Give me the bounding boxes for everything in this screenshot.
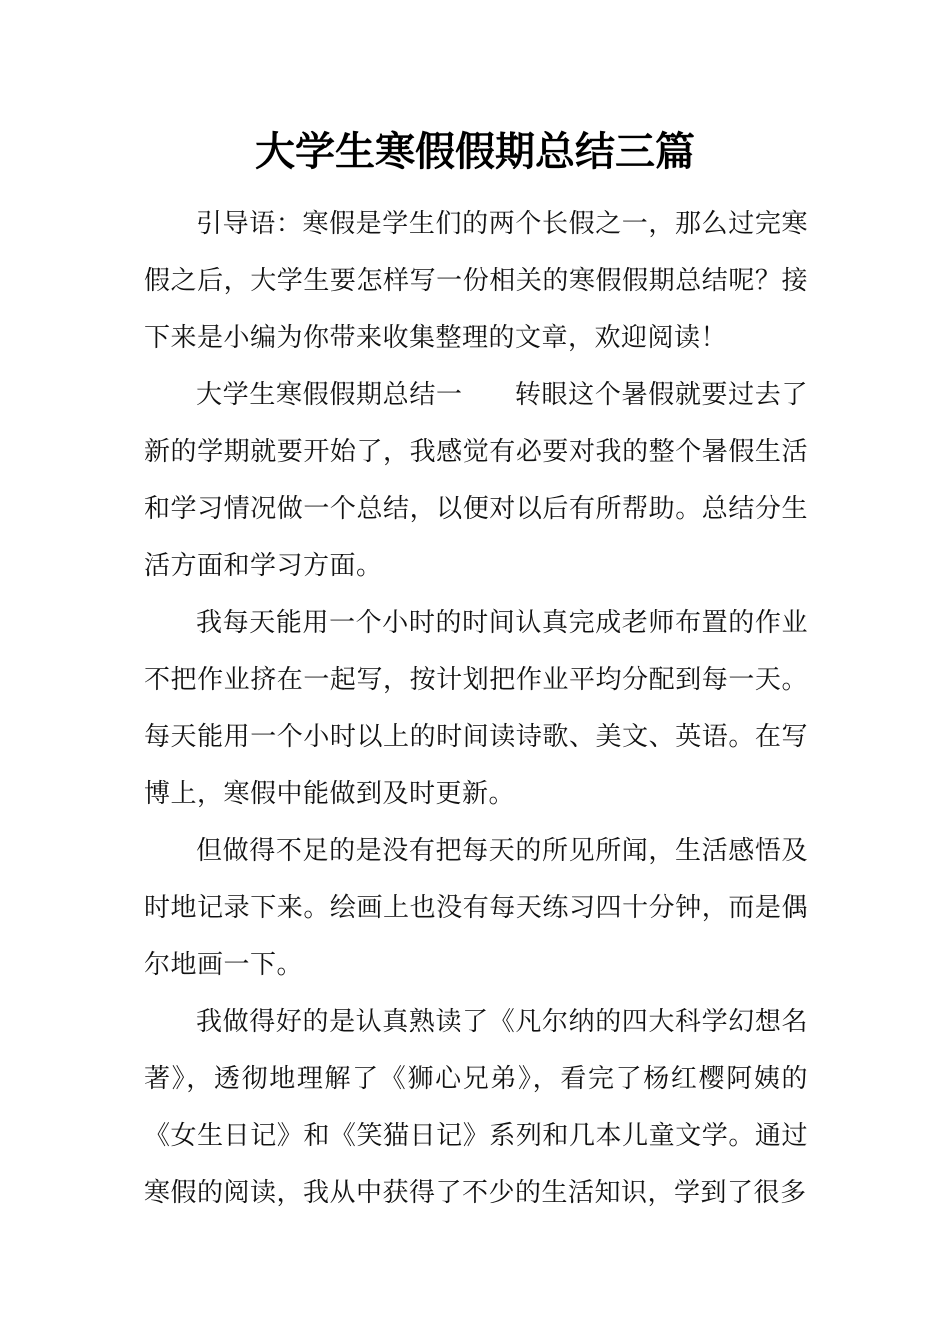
section-heading: 大学生寒假假期总结一	[196, 380, 463, 410]
document-title: 大学生寒假假期总结三篇	[255, 128, 695, 175]
shortcomings-paragraph: 但做得不足的是没有把每天的所见所闻，生活感悟及时地记录下来。绘画上也没有每天练习四十分钟，而是偶尔地画一下。	[144, 836, 808, 980]
section-one-text: 转眼这个暑假就要过去了新的学期就要开始了，我感觉有必要对我的整个暑假生活和学习情况做一个总结，以便对以后有所帮助。总结分生活方面和学习方面。	[144, 380, 808, 581]
reading-paragraph: 我做得好的是认真熟读了《凡尔纳的四大科学幻想名著》，透彻地理解了《狮心兄弟》，看完了杨红樱阿姨的《女生日记》和《笑猫日记》系列和几本儿童文学。通过寒假的阅读，我从中获得了不少的生活知识，学到了很多	[144, 1007, 808, 1208]
intro-paragraph: 引导语：寒假是学生们的两个长假之一，那么过完寒假之后，大学生要怎样写一份相关的寒假假期总结呢？接下来是小编为你带来收集整理的文章，欢迎阅读！	[144, 209, 808, 353]
section-one-paragraph	[144, 367, 808, 595]
homework-paragraph: 我每天能用一个小时的时间认真完成老师布置的作业不把作业挤在一起写，按计划把作业平均分配到每一天。每天能用一个小时以上的时间读诗歌、美文、英语。在写博上，寒假中能做到及时更新。	[144, 608, 808, 809]
document-body	[144, 196, 808, 1222]
